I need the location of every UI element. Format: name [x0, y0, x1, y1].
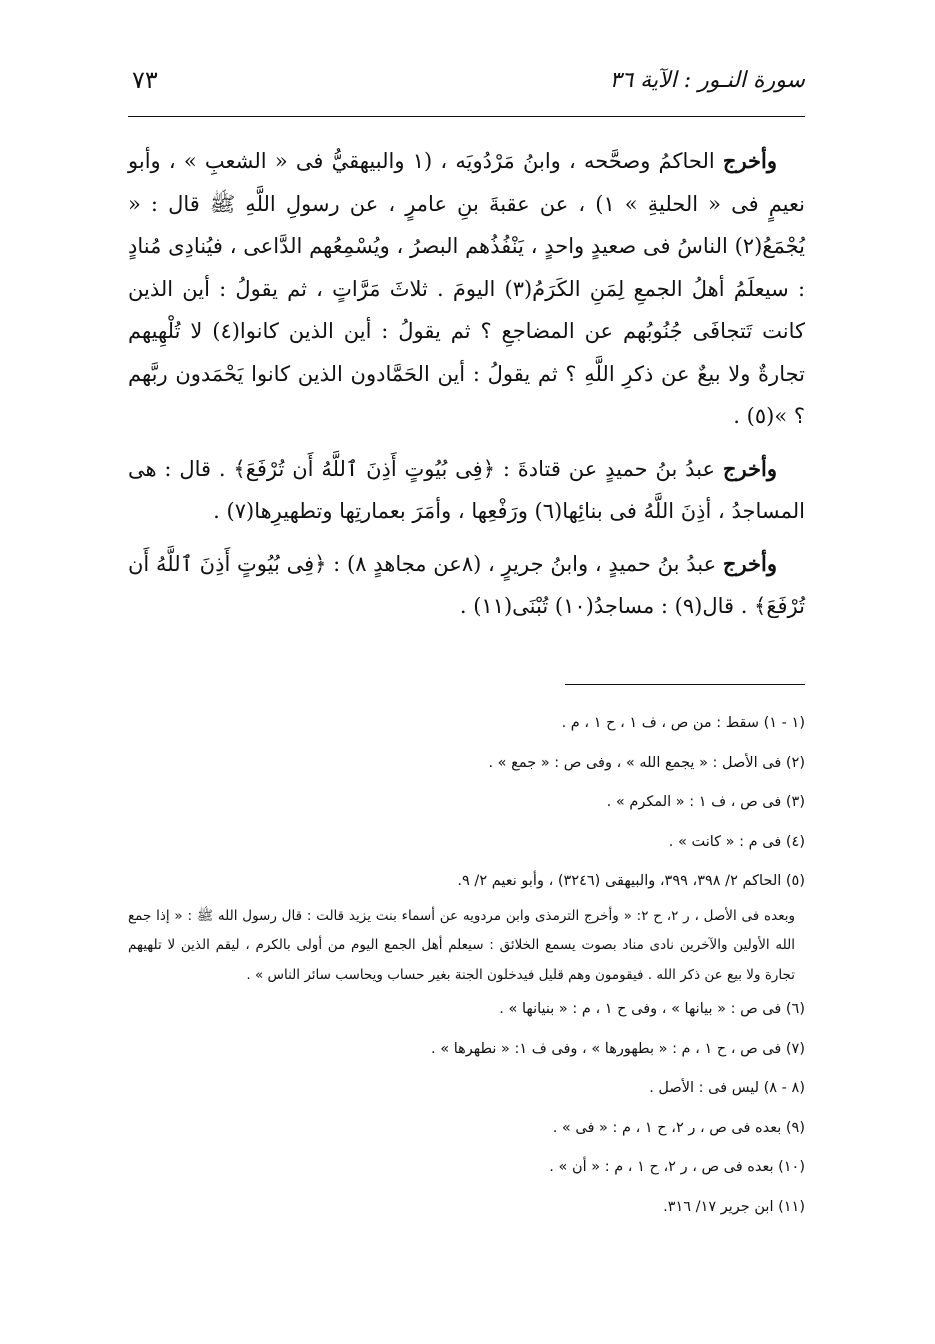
page-header	[128, 62, 805, 102]
footnote: (٦) فى ص : « بيانها » ، وفى ح ١ ، م : « بنيانها » .	[499, 1001, 805, 1017]
footnote: (١٠) بعده فى ص ، ر ٢، ح ١ ، م : « أن » .	[549, 1159, 805, 1175]
paragraph-text: الحاكمُ وصحَّحه ، وابنُ مَرْدُويَه ، (١ والبيهقيُّ فى « الشعبِ » ، وأبو نعيمٍ فى « الحليةِ » ١) ، عن عقبةَ بنِ عامرٍ ، عن رسولِ اللَّهِ ﷺ قال : « يُجْمَعُ(٢) الناسُ فى صعيدٍ واحدٍ ، يَنْفُذُهم البصرُ ، ويُسْمِعُهم الدَّاعى ، فيُنادِى مُنادٍ : سيعلَمُ أهلُ الجمعِ لِمَنِ الكَرَمُ(٣) اليومَ . ثلاثَ مَرَّاتٍ ، ثم يقولُ : أين الذين كانت تَتجافَى جُنُوبُهم عن المضاجعِ ؟ ثم يقولُ : أين الذين كانوا(٤) لا تُلْهِيهم تجارةٌ ولا بيعٌ عن ذكرِ اللَّهِ ؟ ثم يقولُ : أين الحَمَّادون الذين كانوا يَحْمَدون ربَّهم ؟ »(٥) .	[128, 149, 806, 428]
paragraph-lead: وأخرج	[722, 455, 777, 481]
paragraph-text: عبدُ بنُ حميدٍ عن قتادةَ : ﴿فِى بُيُوتٍ أَذِنَ ٱللَّهُ أَن تُرْفَعَ﴾ . قال : هى المساجدُ ، أذِنَ اللَّهُ فى بنائِها(٦) ورَفْعِها ، وأمَرَ بعمارتِها وتطهيرِها(٧) .	[128, 456, 805, 523]
paragraph-2	[128, 448, 805, 533]
footnote: (١١) ابن جرير ١٧/ ٣١٦.	[663, 1198, 805, 1215]
paragraph-lead: وأخرج	[722, 148, 778, 173]
footnote: (٣) فى ص ، ف ١ : « المكرم » .	[606, 794, 805, 810]
paragraph-1	[128, 140, 805, 438]
main-text	[128, 140, 805, 638]
page-number: ٧٣	[132, 66, 158, 94]
footnote: (١ - ١) سقط : من ص ، ف ١ ، ح ١ ، م .	[561, 715, 805, 731]
footnote: (٩) بعده فى ص ، ر ٢، ح ١ ، م : « فى » .	[552, 1119, 805, 1136]
footnote: (٧) فى ص ، ح ١ ، م : « بطهورها » ، وفى ف ١: « نطهرها » .	[431, 1040, 805, 1057]
header-divider	[128, 116, 805, 117]
footnote: (٨ - ٨) ليس فى : الأصل .	[649, 1080, 805, 1096]
paragraph-text: عبدُ بنُ حميدٍ ، وابنُ جريرٍ ، (٨عن مجاهدٍ ٨) : ﴿فِى بُيُوتٍ أَذِنَ ٱللَّهُ أَن تُرْفَعَ﴾ . قال(٩) : مساجدُ(١٠) تُبْنَى(١١) .	[128, 551, 805, 618]
footnotes	[128, 704, 805, 1227]
footnote: (٢) فى الأصل : « يجمع الله » ، وفى ص : « جمع » .	[488, 754, 805, 771]
paragraph-lead: وأخرج	[722, 550, 777, 576]
footnote: (٤) فى م : « كانت » .	[668, 833, 805, 850]
footnote-divider	[565, 684, 805, 685]
footnote-continuation: وبعده فى الأصل ، ر ٢، ح ٢: « وأخرج الترمذى وابن مردويه عن أسماء بنت يزيد قالت : قال رسول الله ﷺ : « إذا جمع الله الأولين والآخرين نادى مناد بصوت يسمع الخلائق : سيعلم أهل الجمع اليوم من أولى بالكرم ، ليقم الذين لا تلهيهم تجارة ولا بيع عن ذكر الله . فيقومون وهم قليل فيدخلون الجنة بغير حساب ويحاسب سائر الناس » .	[128, 907, 795, 983]
footnote: (٥) الحاكم ٢/ ٣٩٨، ٣٩٩، والبيهقى (٣٢٤٦) ، وأبو نعيم ٢/ ٩.	[457, 873, 805, 889]
running-title: سورة النـور : الآية ٣٦	[609, 68, 805, 93]
paragraph-3	[128, 543, 805, 628]
